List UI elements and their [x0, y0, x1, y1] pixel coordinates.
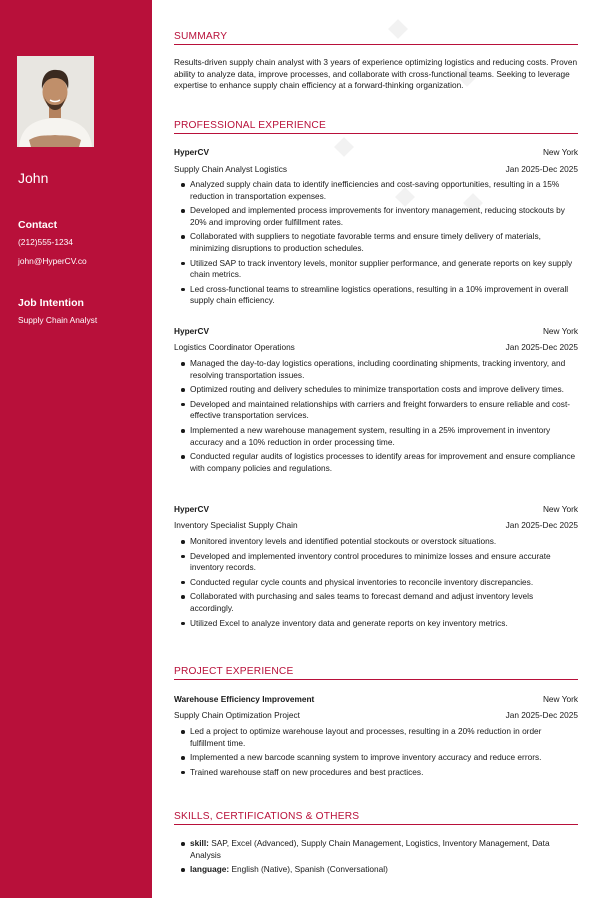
list-item: Conducted regular cycle counts and physical inventories to reconcile inventory discrepancies.	[174, 577, 578, 589]
list-item: Developed and implemented process improvements for inventory management, reducing stockouts by 20% and improving order fulfillment rates.	[174, 205, 578, 228]
skills-list	[174, 838, 578, 879]
list-item: Led cross-functional teams to streamline logistics operations, resulting in a 10% improvement in overall supply chain efficiency.	[174, 284, 578, 307]
job-header	[174, 326, 578, 338]
job-company: HyperCV	[174, 147, 210, 157]
job-role: Supply Chain Analyst Logistics	[174, 164, 287, 174]
job-intention-heading: Job Intention	[18, 297, 84, 309]
job-bullets	[174, 358, 578, 477]
list-item: Conducted regular audits of logistics processes to identify areas for improvement and ensure compliance with company policies and regulations.	[174, 451, 578, 474]
job-location: New York	[542, 326, 578, 336]
list-item: Led a project to optimize warehouse layout and processes, resulting in a 20% reduction in order fulfillment time.	[174, 726, 578, 749]
project-subheader	[174, 710, 578, 722]
summary-text: Results-driven supply chain analyst with 3 years of experience optimizing logistics and reducing costs. Proven ability to analyze data, improve processes, and collaborate with cross-functional teams. Seeking to leverage expertise to enhance supply chain efficiency at a forward-thinking organization.	[174, 57, 578, 91]
list-item: Managed the day-to-day logistics operations, including coordinating shipments, tracking inventory, and resolving transportation issues.	[174, 358, 578, 381]
sidebar	[0, 0, 152, 898]
experience-heading: PROFESSIONAL EXPERIENCE	[174, 120, 578, 134]
job-dates: Jan 2025-Dec 2025	[505, 164, 578, 174]
list-item: Collaborated with suppliers to negotiate favorable terms and ensure timely delivery of materials, minimizing disruptions to production schedules.	[174, 231, 578, 254]
list-item: Utilized SAP to track inventory levels, monitor supplier performance, and generate reports on key supply chain metrics.	[174, 258, 578, 281]
list-item: Implemented a new warehouse management system, resulting in a 25% improvement in inventory accuracy and a 10% reduction in order processing time.	[174, 425, 578, 448]
job-subheader	[174, 342, 578, 354]
avatar	[17, 56, 94, 147]
contact-heading: Contact	[18, 219, 58, 231]
list-item: Developed and implemented inventory control procedures to minimize losses and ensure accurate inventory records.	[174, 551, 578, 574]
list-item: Trained warehouse staff on new procedures and best practices.	[174, 767, 578, 779]
project-bullets	[174, 726, 578, 781]
skill-label: skill:	[190, 838, 209, 848]
job-location: New York	[542, 147, 578, 157]
job-company: HyperCV	[174, 326, 210, 336]
projects-heading: PROJECT EXPERIENCE	[174, 666, 578, 680]
project-name: Warehouse Efficiency Improvement	[174, 694, 315, 704]
list-item: Implemented a new barcode scanning system to improve inventory accuracy and reduce errors.	[174, 752, 578, 764]
list-item	[174, 838, 578, 861]
job-company: HyperCV	[174, 504, 210, 514]
list-item	[174, 864, 578, 876]
project-role: Supply Chain Optimization Project	[174, 710, 300, 720]
summary-heading: SUMMARY	[174, 31, 578, 45]
job-bullets	[174, 179, 578, 310]
list-item: Utilized Excel to analyze inventory data and generate reports on key inventory metrics.	[174, 618, 578, 630]
job-subheader	[174, 520, 578, 532]
language-value: English (Native), Spanish (Conversational)	[231, 864, 388, 875]
email-address[interactable]: john@HyperCV.co	[18, 256, 87, 266]
list-item: Analyzed supply chain data to identify inefficiencies and cost-saving opportunities, resulting in a 15% reduction in transportation expenses.	[174, 179, 578, 202]
job-intention-value: Supply Chain Analyst	[18, 315, 98, 325]
job-role: Inventory Specialist Supply Chain	[174, 520, 298, 530]
list-item: Developed and maintained relationships with carriers and freight forwarders to ensure reliable and cost-effective transportation services.	[174, 399, 578, 422]
project-location: New York	[542, 694, 578, 704]
list-item: Optimized routing and delivery schedules to minimize transportation costs and improve delivery times.	[174, 384, 578, 396]
phone-number[interactable]: (212)555-1234	[18, 237, 73, 247]
project-dates: Jan 2025-Dec 2025	[505, 710, 578, 720]
job-header	[174, 147, 578, 159]
job-role: Logistics Coordinator Operations	[174, 342, 295, 352]
list-item: Monitored inventory levels and identified potential stockouts or overstock situations.	[174, 536, 578, 548]
skills-heading: SKILLS, CERTIFICATIONS & OTHERS	[174, 811, 578, 825]
job-dates: Jan 2025-Dec 2025	[505, 520, 578, 530]
project-header	[174, 694, 578, 706]
list-item: Collaborated with purchasing and sales teams to forecast demand and adjust inventory levels accordingly.	[174, 591, 578, 614]
job-header	[174, 504, 578, 516]
candidate-name: John	[18, 170, 49, 186]
job-dates: Jan 2025-Dec 2025	[505, 342, 578, 352]
job-location: New York	[542, 504, 578, 514]
job-bullets	[174, 536, 578, 632]
language-label: language:	[190, 864, 230, 875]
skill-value: SAP, Excel (Advanced), Supply Chain Management, Logistics, Inventory Management, Data Analysis	[190, 838, 550, 860]
job-subheader	[174, 164, 578, 176]
